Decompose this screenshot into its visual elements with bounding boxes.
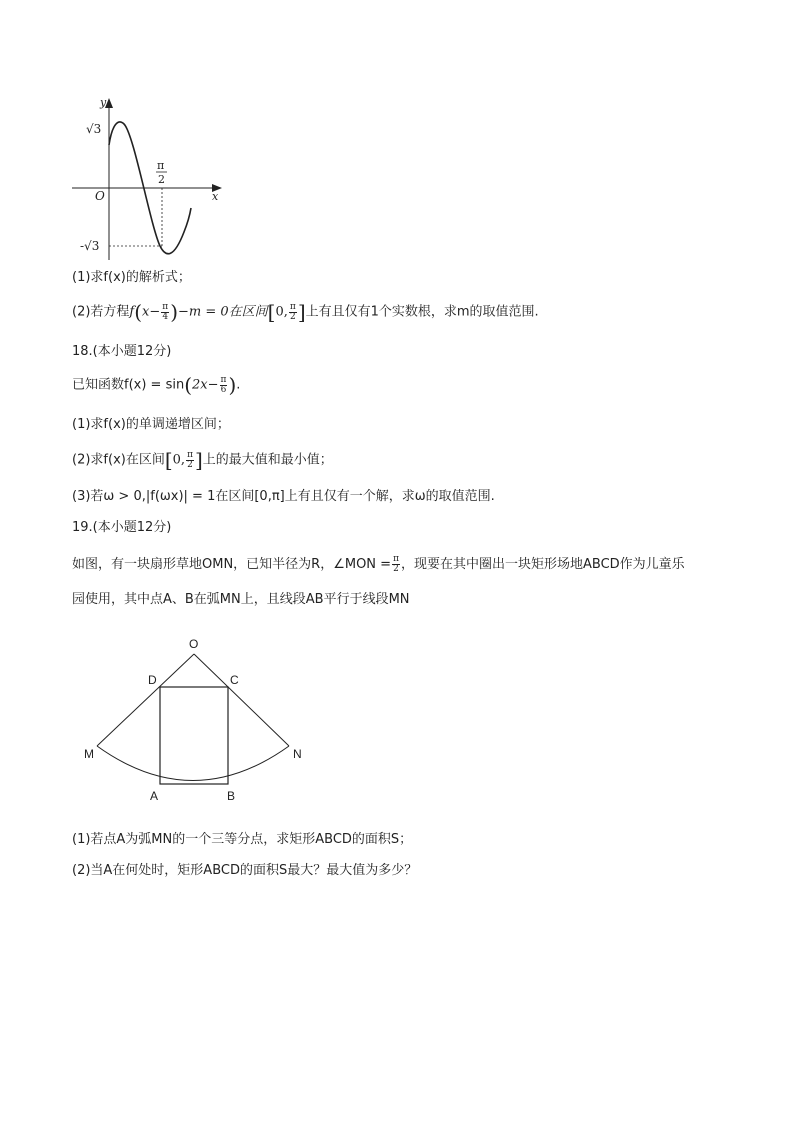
q17-expr: x−: [142, 304, 161, 320]
q18-part1: (1)求f(x)的单调递增区间；: [72, 417, 230, 432]
q17-part2-suffix: 上有且仅有1个实数根，求m的取值范围.: [305, 304, 539, 320]
q17-interval-zero: 0,: [275, 304, 288, 320]
q19-part1: (1)若点A为弧MN的一个三等分点，求矩形ABCD的面积S；: [72, 832, 413, 847]
bracket-right: ]: [194, 448, 203, 472]
q17-frac-pi2: $\frac{\pi}{2}$: [289, 301, 296, 322]
q19-header: 19.(本小题12分): [72, 520, 172, 535]
x-axis-label: x: [212, 190, 219, 203]
origin-label: O: [95, 189, 105, 203]
q18-frac-pi2: $\frac{\pi}{2}$: [187, 449, 193, 470]
q17-func-f: f: [129, 304, 135, 320]
q18-part2-suffix: 上的最大值和最小值；: [202, 452, 333, 468]
q19-intro1-prefix: 如图，有一块扇形草地OMN，已知半径为R，∠MON =: [72, 557, 392, 572]
q18-interval-zero: 0,: [172, 452, 186, 468]
rectangle-ABCD: [160, 687, 228, 784]
paren-right: ): [170, 300, 179, 324]
label-B: B: [227, 789, 236, 803]
radius-ON: [194, 654, 289, 746]
q18-part3: (3)若ω > 0,|f(ωx)| = 1在区间[0,π]上有且仅有一个解，求ω的取值范围.: [72, 489, 495, 504]
label-A: A: [150, 789, 159, 803]
sector-figure: [80, 630, 320, 810]
arc-MN: [97, 746, 289, 781]
q18-part2-prefix: (2)求f(x)在区间: [72, 452, 165, 468]
q18-intro-end: .: [236, 377, 241, 393]
q18-intro: [72, 375, 240, 396]
max-value-label: √3: [86, 122, 102, 136]
q18-part2: [72, 450, 333, 471]
label-M: M: [84, 747, 94, 761]
radius-OM: [97, 654, 194, 746]
sine-graph-figure: [66, 94, 236, 264]
label-O: O: [189, 637, 199, 651]
q17-part1: (1)求f(x)的解析式；: [72, 270, 191, 285]
q19-part2: (2)当A在何处时，矩形ABCD的面积S最大？最大值为多少？: [72, 863, 418, 878]
q19-frac-pi2: $\frac{\pi}{2}$: [393, 554, 399, 574]
bracket-left: [: [267, 300, 276, 324]
q17-part2-prefix: (2)若方程: [72, 304, 130, 320]
pi-denominator: 2: [158, 173, 165, 186]
y-axis-label: y: [100, 96, 107, 109]
pi-numerator: π: [157, 159, 165, 172]
q17-frac-pi4: $\frac{\pi}{4}$: [162, 301, 169, 322]
q17-part2: [72, 302, 539, 323]
bracket-left: [: [164, 448, 173, 472]
q18-header: 18.(本小题12分): [72, 344, 172, 359]
q19-intro1-suffix: ，现要在其中圈出一块矩形场地ABCD作为儿童乐: [400, 557, 685, 572]
paren-right: ): [228, 373, 237, 397]
min-value-label: -√3: [80, 239, 100, 253]
label-N: N: [293, 747, 302, 761]
label-C: C: [230, 673, 239, 687]
q18-frac-pi6: $\frac{\pi}{6}$: [220, 374, 227, 395]
paren-left: (: [184, 373, 193, 397]
q18-intro-prefix: 已知函数f(x) = sin: [72, 377, 185, 393]
q19-intro-line1: [72, 555, 685, 575]
bracket-right: ]: [297, 300, 306, 324]
q17-mid: −m = 0在区间: [178, 304, 268, 320]
paren-left: (: [134, 300, 143, 324]
q18-intro-expr: 2x−: [192, 377, 219, 393]
label-D: D: [148, 673, 157, 687]
q19-intro-line2: 园使用，其中点A、B在弧MN上，且线段AB平行于线段MN: [72, 592, 410, 607]
